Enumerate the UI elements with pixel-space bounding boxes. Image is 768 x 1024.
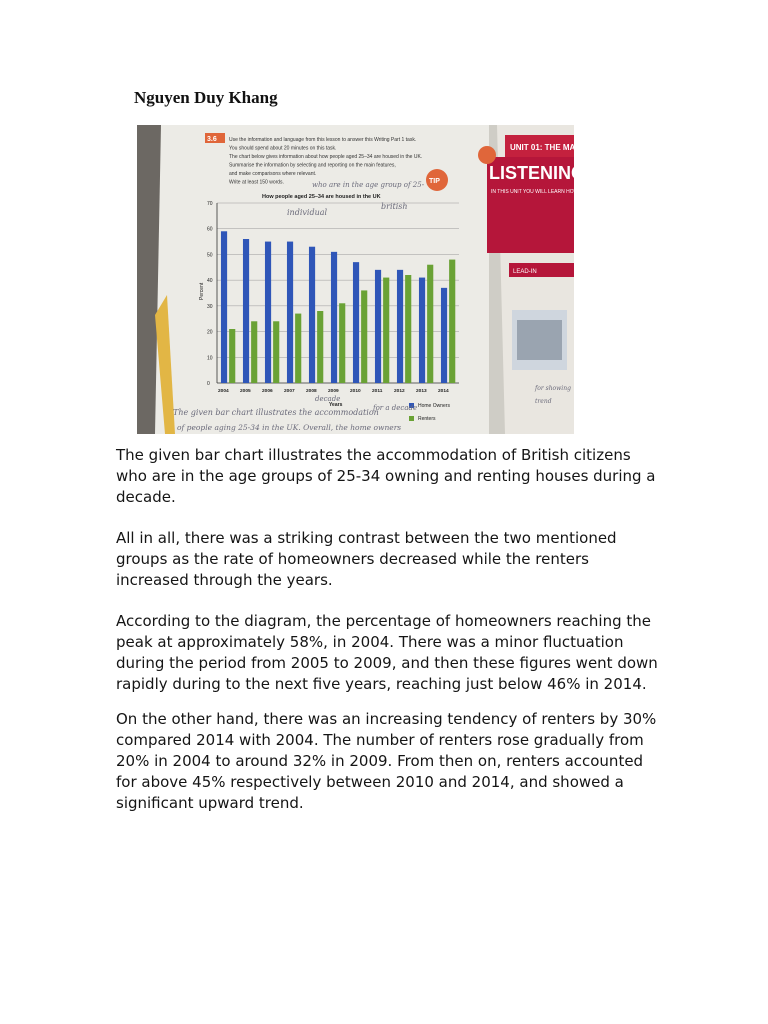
paragraph-homeowners: According to the diagram, the percentage of homeowners reaching the peak at approximately 58%, in 2004. There was a minor fluctuation during the period from 2005 to 2009, and then these figures went down rapidly during to the next five years, reaching just below 46% in 2014. <box>116 612 658 693</box>
x-axis-label: Years <box>329 402 343 408</box>
bar-renters <box>251 321 257 383</box>
lead-in-label: LEAD-IN <box>513 269 537 275</box>
bar-home-owners <box>441 288 447 383</box>
x-tick-label: 2013 <box>416 389 427 394</box>
y-tick-label: 0 <box>207 381 210 387</box>
x-tick-label: 2010 <box>350 389 361 394</box>
y-tick-label: 50 <box>207 252 213 259</box>
task-line: Use the information and language from this lesson to answer this Writing Part 1 task. <box>229 137 417 143</box>
bar-renters <box>295 314 301 383</box>
handwritten-note: decade <box>315 395 341 403</box>
tip-badge-top <box>478 146 496 164</box>
task-line: Summarise the information by selecting and reporting on the main features, <box>229 162 396 169</box>
unit-title: UNIT 01: THE MAN-MADE <box>510 143 608 152</box>
bar-home-owners <box>353 262 359 383</box>
legend-label: Home Owners <box>418 403 450 409</box>
x-tick-label: 2004 <box>218 389 229 394</box>
task-number: 3.6 <box>207 136 217 143</box>
y-tick-label: 40 <box>207 278 213 285</box>
bar-renters <box>361 290 367 383</box>
y-tick-label: 10 <box>207 355 213 362</box>
y-tick-label: 30 <box>207 303 213 310</box>
handwritten-note: for a decade <box>373 404 418 412</box>
tip-label: TIP <box>429 178 440 185</box>
y-tick-label: 60 <box>207 226 213 233</box>
handwritten-note: british <box>381 202 408 211</box>
task-line: and make comparisons where relevant. <box>229 171 317 177</box>
paragraph-introduction: The given bar chart illustrates the accommodation of British citizens who are in the age groups of 25-34 owning and renting houses during a decade. <box>116 446 656 506</box>
task-line: The chart below gives information about how people aged 25–34 are housed in the UK. <box>229 154 423 160</box>
bar-home-owners <box>331 252 337 383</box>
x-tick-label: 2006 <box>262 389 273 394</box>
handwritten-note: for showing <box>535 385 571 392</box>
author-name: Nguyen Duy Khang <box>134 88 278 107</box>
handwritten-note: trend <box>535 398 552 405</box>
y-axis-label: Percent <box>199 282 205 300</box>
handwritten-note: The given bar chart illustrates the accommodation <box>173 408 379 417</box>
bar-home-owners <box>265 242 271 383</box>
task-line: You should spend about 20 minutes on this task. <box>229 145 337 152</box>
bar-renters <box>405 275 411 383</box>
x-tick-label: 2005 <box>240 389 251 394</box>
handwritten-note: individual <box>287 208 328 217</box>
textbook-photo <box>137 125 608 434</box>
legend-label: Renters <box>418 416 436 422</box>
listening-banner: LISTENING <box>489 163 586 183</box>
unit-subhead: IN THIS UNIT YOU WILL LEARN HOW TO <box>491 189 587 195</box>
x-tick-label: 2009 <box>328 389 339 394</box>
y-tick-label: 20 <box>207 329 213 336</box>
x-tick-label: 2007 <box>284 389 295 394</box>
x-tick-label: 2014 <box>438 389 449 394</box>
bar-home-owners <box>397 270 403 383</box>
task-line: Write at least 150 words. <box>229 179 284 186</box>
paragraph-overview: All in all, there was a striking contrast between the two mentioned groups as the rate of homeowners decreased while the renters increased through the years. <box>116 529 617 589</box>
handwritten-note: who are in the age group of 25- <box>312 181 425 189</box>
bar-renters <box>449 260 455 383</box>
chart-title: How people aged 25–34 are housed in the UK <box>262 194 381 200</box>
bar-renters <box>317 311 323 383</box>
bar-home-owners <box>375 270 381 383</box>
bar-home-owners <box>287 242 293 383</box>
bar-renters <box>427 265 433 383</box>
bar-renters <box>273 321 279 383</box>
bar-renters <box>229 329 235 383</box>
legend-swatch <box>409 416 414 421</box>
bar-home-owners <box>309 247 315 383</box>
bar-home-owners <box>221 231 227 383</box>
bar-renters <box>339 303 345 383</box>
bar-renters <box>383 278 389 383</box>
bar-home-owners <box>243 239 249 383</box>
handwritten-note: of people aging 25-34 in the UK. Overall, the home owners <box>177 423 402 432</box>
x-tick-label: 2011 <box>372 389 383 394</box>
x-tick-label: 2008 <box>306 389 317 394</box>
x-tick-label: 2012 <box>394 389 405 394</box>
bar-home-owners <box>419 278 425 383</box>
paragraph-renters: On the other hand, there was an increasing tendency of renters by 30% compared 2014 with 2004. The number of renters rose gradually from 20% in 2004 to around 32% in 2009. From then on, renters accounted for above 45% respectively between 2010 and 2014, and showed a significant upward trend. <box>116 710 657 812</box>
y-tick-label: 70 <box>207 201 213 207</box>
